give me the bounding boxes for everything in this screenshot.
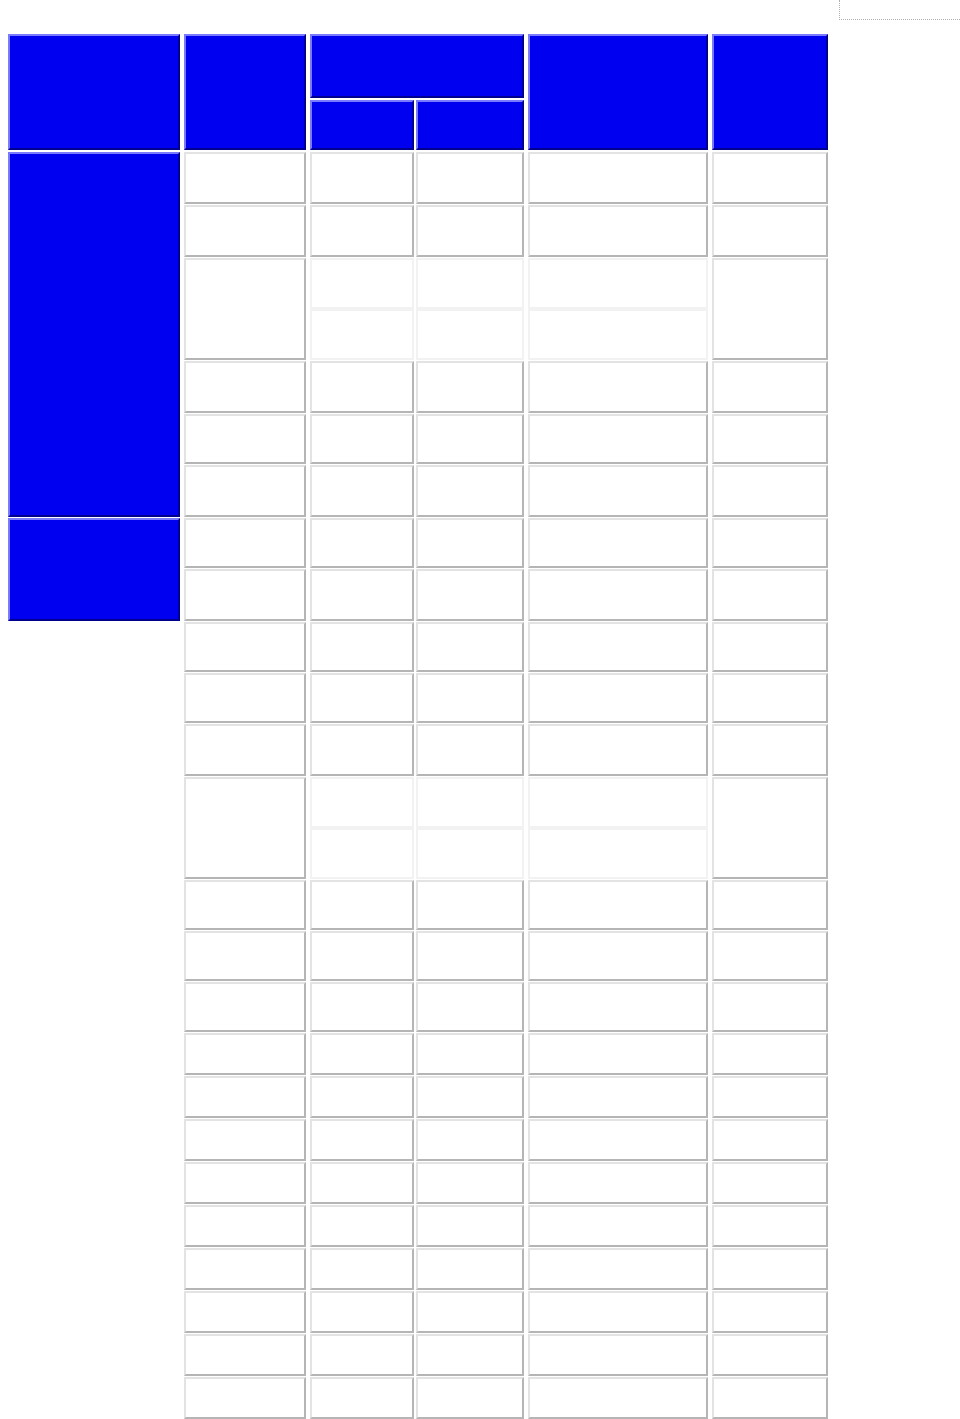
valid-from-date — [712, 724, 828, 776]
price-with-vat — [416, 205, 524, 257]
valid-from-date — [712, 1377, 828, 1419]
price-with-vat — [416, 1033, 524, 1075]
price-with-vat — [416, 1162, 524, 1204]
price-with-vat — [416, 982, 524, 1032]
code-cell — [184, 777, 306, 879]
charge-step — [528, 152, 708, 204]
header-short-code — [184, 34, 306, 150]
code-cell — [184, 1076, 306, 1118]
valid-from-date — [712, 569, 828, 621]
valid-from-date — [712, 1033, 828, 1075]
price-without-vat — [310, 777, 414, 828]
charge-step — [528, 361, 708, 413]
code-cell — [184, 1205, 306, 1247]
code-cell — [184, 1119, 306, 1161]
charge-step — [528, 622, 708, 672]
price-with-vat — [416, 777, 524, 828]
code-cell — [184, 982, 306, 1032]
price-with-vat — [416, 724, 524, 776]
valid-from-date — [712, 1205, 828, 1247]
price-without-vat — [310, 673, 414, 723]
price-without-vat — [310, 931, 414, 981]
header-valid-from — [712, 34, 828, 150]
price-without-vat — [310, 258, 414, 309]
valid-from-date — [712, 1334, 828, 1376]
price-without-vat — [310, 724, 414, 776]
code-cell — [184, 1033, 306, 1075]
charge-step — [528, 258, 708, 309]
code-cell — [184, 931, 306, 981]
price-with-vat — [416, 1248, 524, 1290]
charge-step — [528, 777, 708, 828]
price-without-vat — [310, 205, 414, 257]
price-without-vat — [310, 361, 414, 413]
code-cell — [184, 622, 306, 672]
price-with-vat — [416, 673, 524, 723]
valid-from-date — [712, 982, 828, 1032]
price-with-vat — [416, 828, 524, 879]
code-cell — [184, 673, 306, 723]
header-with-vat — [416, 100, 524, 150]
price-with-vat — [416, 569, 524, 621]
price-without-vat — [310, 1291, 414, 1333]
price-with-vat — [416, 1291, 524, 1333]
charge-step — [528, 309, 708, 360]
price-with-vat — [416, 465, 524, 517]
price-without-vat — [310, 518, 414, 568]
charge-step — [528, 1248, 708, 1290]
charge-step — [528, 414, 708, 464]
price-without-vat — [310, 465, 414, 517]
charge-step — [528, 828, 708, 879]
code-cell — [184, 569, 306, 621]
price-with-vat — [416, 414, 524, 464]
price-with-vat — [416, 518, 524, 568]
code-cell — [184, 258, 306, 360]
price-without-vat — [310, 1033, 414, 1075]
valid-from-date — [712, 880, 828, 930]
price-without-vat — [310, 1377, 414, 1419]
charge-step — [528, 1119, 708, 1161]
price-without-vat — [310, 1162, 414, 1204]
valid-from-date — [712, 1076, 828, 1118]
charge-step — [528, 205, 708, 257]
valid-from-date — [712, 414, 828, 464]
charge-step — [528, 1033, 708, 1075]
price-without-vat — [310, 880, 414, 930]
code-cell — [184, 880, 306, 930]
valid-from-date — [712, 1162, 828, 1204]
valid-from-date — [712, 1248, 828, 1290]
price-with-vat — [416, 1334, 524, 1376]
price-with-vat — [416, 931, 524, 981]
price-with-vat — [416, 258, 524, 309]
price-without-vat — [310, 414, 414, 464]
charge-step — [528, 673, 708, 723]
code-cell — [184, 1291, 306, 1333]
valid-from-date — [712, 152, 828, 204]
price-without-vat — [310, 1334, 414, 1376]
price-with-vat — [416, 1076, 524, 1118]
price-without-vat — [310, 622, 414, 672]
price-with-vat — [416, 361, 524, 413]
valid-from-date — [712, 1119, 828, 1161]
charge-step — [528, 1291, 708, 1333]
charge-step — [528, 724, 708, 776]
price-without-vat — [310, 569, 414, 621]
charge-step — [528, 1076, 708, 1118]
price-with-vat — [416, 1205, 524, 1247]
charge-step — [528, 518, 708, 568]
charge-step — [528, 1334, 708, 1376]
price-without-vat — [310, 152, 414, 204]
company-cell — [8, 152, 180, 517]
price-with-vat — [416, 1119, 524, 1161]
code-cell — [184, 152, 306, 204]
charge-step — [528, 1205, 708, 1247]
valid-from-date — [712, 205, 828, 257]
price-with-vat — [416, 152, 524, 204]
valid-from-date — [712, 673, 828, 723]
code-cell — [184, 1248, 306, 1290]
price-with-vat — [416, 880, 524, 930]
charge-step — [528, 569, 708, 621]
valid-from-date — [712, 361, 828, 413]
price-without-vat — [310, 982, 414, 1032]
code-cell — [184, 1377, 306, 1419]
valid-from-date — [712, 465, 828, 517]
price-with-vat — [416, 622, 524, 672]
header-without-vat — [310, 100, 414, 150]
price-with-vat — [416, 309, 524, 360]
price-without-vat — [310, 828, 414, 879]
charge-step — [528, 1162, 708, 1204]
code-cell — [184, 1162, 306, 1204]
company-cell — [8, 518, 180, 621]
charge-step — [528, 982, 708, 1032]
header-company — [8, 34, 180, 150]
code-cell — [184, 518, 306, 568]
code-cell — [184, 361, 306, 413]
charge-step — [528, 465, 708, 517]
code-cell — [184, 465, 306, 517]
charge-step — [528, 931, 708, 981]
valid-from-date — [712, 777, 828, 879]
valid-from-date — [712, 258, 828, 360]
valid-from-date — [712, 1291, 828, 1333]
header-charge-step — [528, 34, 708, 150]
price-without-vat — [310, 309, 414, 360]
price-without-vat — [310, 1205, 414, 1247]
code-cell — [184, 1334, 306, 1376]
header-charge — [310, 34, 524, 98]
price-without-vat — [310, 1119, 414, 1161]
valid-from-date — [712, 518, 828, 568]
price-without-vat — [310, 1248, 414, 1290]
code-cell — [184, 724, 306, 776]
price-without-vat — [310, 1076, 414, 1118]
valid-from-date — [712, 622, 828, 672]
valid-from-date — [712, 931, 828, 981]
price-with-vat — [416, 1377, 524, 1419]
code-cell — [184, 205, 306, 257]
charge-step — [528, 1377, 708, 1419]
charge-step — [528, 880, 708, 930]
code-cell — [184, 414, 306, 464]
